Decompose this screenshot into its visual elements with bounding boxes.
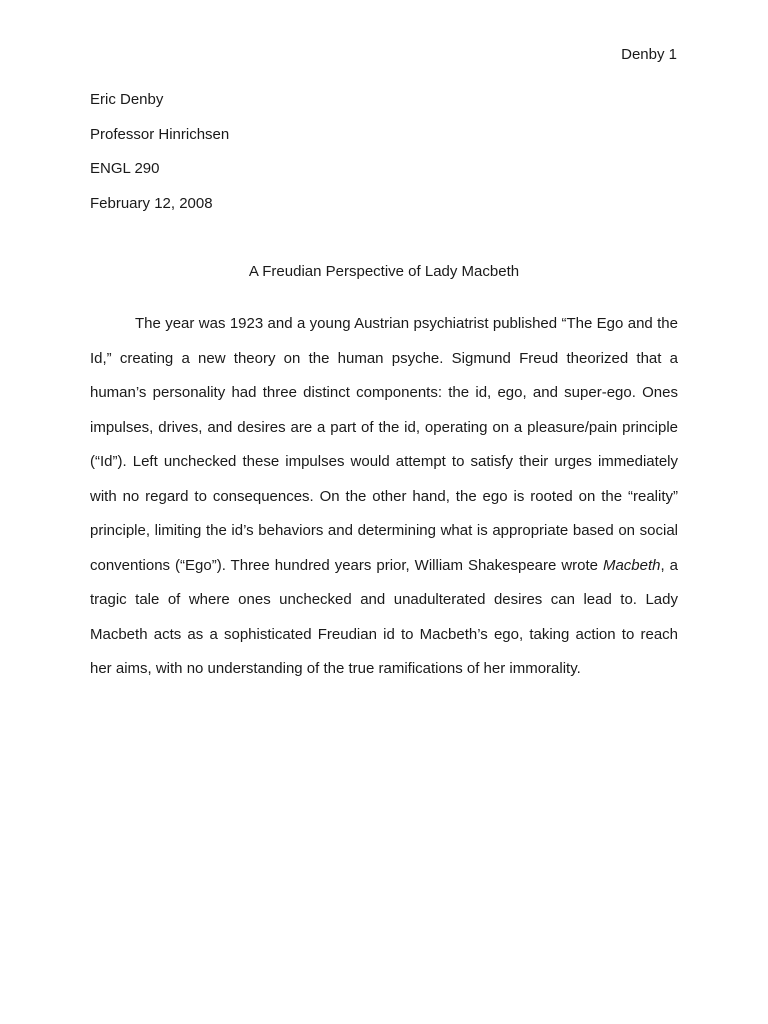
paragraph-line: with no regard to consequences. On the other hand, the ego is rooted on the “reality”	[90, 487, 678, 505]
paragraph-line: principle, limiting the id’s behaviors and determining what is appropriate based on social	[90, 522, 678, 539]
course-code: ENGL 290	[90, 160, 160, 177]
document-date: February 12, 2008	[90, 194, 213, 212]
paragraph-line: Macbeth acts as a sophisticated Freudian id to Macbeth’s ego, taking action to reach	[90, 625, 678, 643]
professor-name: Professor Hinrichsen	[90, 125, 230, 143]
play-title: Macbeth	[602, 556, 661, 574]
paragraph-line: impulses, drives, and desires are a part of the id, operating on a pleasure/pain principle	[90, 418, 678, 436]
paragraph-line: The year was 1923 and a young Austrian psychiatrist published “The Ego and the	[135, 315, 678, 332]
body-paragraph	[90, 307, 678, 687]
heading-block	[90, 90, 229, 228]
paragraph-line: tragic tale of where ones unchecked and unadulterated desires can lead to. Lady	[90, 591, 678, 608]
paragraph-line	[90, 549, 678, 584]
line-text: conventions (“Ego”). Three hundred years prior, William Shakespeare wrote	[90, 556, 603, 574]
paragraph-line: human’s personality had three distinct components: the id, ego, and super-ego. Ones	[90, 384, 678, 401]
running-head: Denby 1	[621, 46, 677, 63]
author-name: Eric Denby	[90, 91, 164, 108]
paragraph-line: Id,” creating a new theory on the human psyche. Sigmund Freud theorized that a	[90, 349, 678, 367]
paragraph-line: her aims, with no understanding of the true ramifications of her immorality.	[90, 660, 581, 677]
line-text: , a	[660, 556, 678, 574]
paragraph-line: (“Id”). Left unchecked these impulses would attempt to satisfy their urges immediately	[90, 453, 678, 470]
essay-title: A Freudian Perspective of Lady Macbeth	[248, 263, 520, 280]
